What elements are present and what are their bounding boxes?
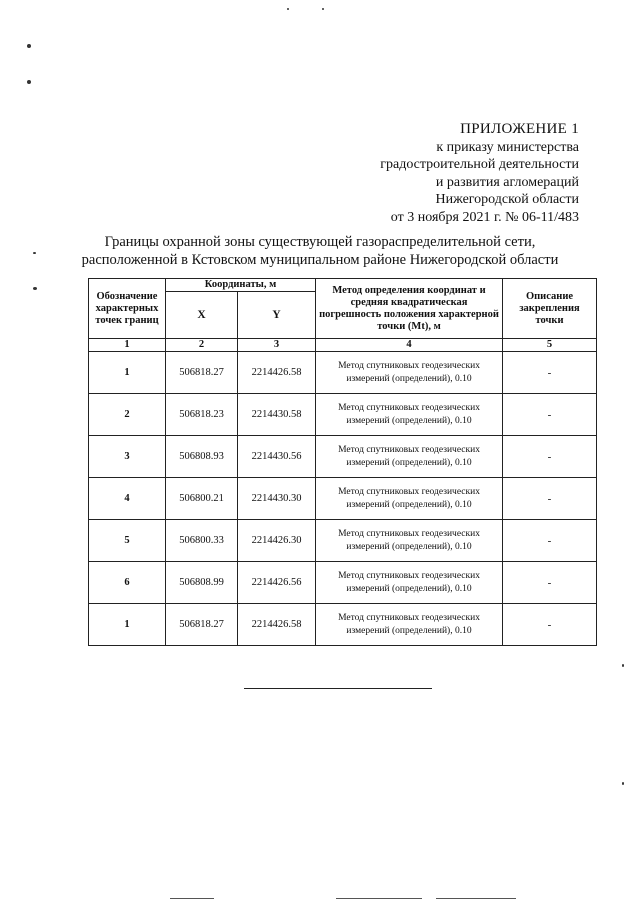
scan-speck [287,8,289,10]
scan-speck [622,664,624,667]
table-row [89,394,597,436]
method-cell: Метод спутниковых геодезических измерений (определений), 0.10 [316,436,503,478]
scan-edge-line [336,898,422,899]
description-cell: - [503,478,597,520]
table-row [89,562,597,604]
scan-edge-line [170,898,214,899]
scan-speck [322,8,324,10]
description-cell: - [503,352,597,394]
method-cell: Метод спутниковых геодезических измерений (определений), 0.10 [316,478,503,520]
scan-speck [622,782,624,785]
appendix-line: к приказу министерства [436,139,579,155]
table-row [89,352,597,394]
method-cell: Метод спутниковых геодезических измерений (определений), 0.10 [316,352,503,394]
coord-x: 506800.33 [166,520,238,562]
appendix-line: градостроительной деятельности [380,157,579,172]
header-y: Y [238,292,316,339]
closing-rule [244,688,432,689]
column-number: 1 [89,339,166,352]
point-id: 6 [89,562,166,604]
coord-y: 2214426.58 [238,352,316,394]
coord-y: 2214426.56 [238,562,316,604]
column-number-row [89,339,597,352]
coord-x: 506808.99 [166,562,238,604]
header-x: X [166,292,238,339]
column-number: 3 [238,339,316,352]
description-cell: - [503,520,597,562]
scan-speck [27,80,31,84]
point-id: 4 [89,478,166,520]
table-row [89,436,597,478]
column-number: 5 [503,339,597,352]
coord-x: 506818.27 [166,352,238,394]
method-cell: Метод спутниковых геодезических измерений (определений), 0.10 [316,394,503,436]
point-id: 2 [89,394,166,436]
appendix-header [380,121,579,226]
title-line: Границы охранной зоны существующей газораспределительной сети, [104,234,536,250]
description-cell: - [503,436,597,478]
description-cell: - [503,562,597,604]
description-cell: - [503,394,597,436]
order-date-number: от 3 ноября 2021 г. № 06-11/483 [390,209,579,225]
scan-speck [33,287,37,290]
document-title [60,233,580,269]
method-cell: Метод спутниковых геодезических измерений (определений), 0.10 [316,562,503,604]
description-cell: - [503,604,597,646]
coordinates-table [88,278,597,646]
coord-y: 2214426.58 [238,604,316,646]
scan-speck [27,44,31,48]
method-cell: Метод спутниковых геодезических измерений (определений), 0.10 [316,604,503,646]
table-row [89,478,597,520]
coord-x: 506818.27 [166,604,238,646]
appendix-number: ПРИЛОЖЕНИЕ 1 [460,121,579,137]
column-number: 2 [166,339,238,352]
coord-y: 2214430.58 [238,394,316,436]
header-description: Описание закрепления точки [503,279,597,339]
table-row [89,520,597,562]
coord-y: 2214430.30 [238,478,316,520]
point-id: 1 [89,604,166,646]
coord-y: 2214430.56 [238,436,316,478]
column-number: 4 [316,339,503,352]
coord-y: 2214426.30 [238,520,316,562]
appendix-line: Нижегородской области [435,192,579,207]
scan-speck [33,252,36,254]
point-id: 5 [89,520,166,562]
point-id: 3 [89,436,166,478]
title-line: расположенной в Кстовском муниципальном районе Нижегородской области [81,252,559,268]
header-coordinates: Координаты, м [166,279,316,292]
coord-x: 506818.23 [166,394,238,436]
coord-x: 506808.93 [166,436,238,478]
scan-edge-line [436,898,516,899]
point-id: 1 [89,352,166,394]
table-row [89,604,597,646]
table-header-row [89,279,597,292]
appendix-line: и развития агломераций [435,174,579,190]
header-designation: Обозначение характерных точек границ [89,279,166,339]
coord-x: 506800.21 [166,478,238,520]
method-cell: Метод спутниковых геодезических измерений (определений), 0.10 [316,520,503,562]
header-method: Метод определения координат и средняя квадратическая погрешность положения характерной точки (Mt), м [316,279,503,339]
